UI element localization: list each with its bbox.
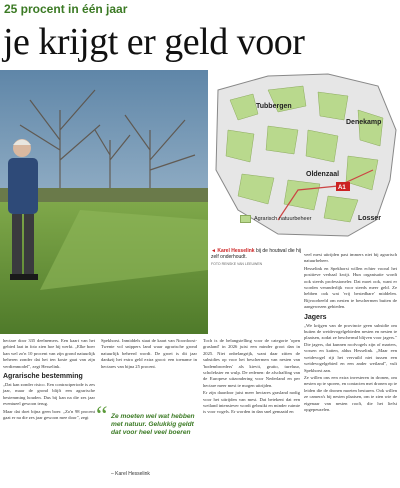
article-headline: je krijgt er geld voor (3, 21, 305, 63)
col3-paragraph: Toch is de belangstelling voor de categorie 'open grasland' in 2026 juist een minder groot dan in 2025. Niet onbelangrijk, want daar zitten de subsidies op voor het beschermen van nesten van 'bodembroeders' als kievit, grutto, tureluur, scholekster en wulp. De redenen: de afschaffing van de Europese uitzondering voor Nederland en per hectare meer mest te mogen uitrijden. (203, 338, 300, 388)
heading-jagers: Jagers (304, 313, 327, 321)
column-4 (304, 252, 397, 414)
column-1 (3, 338, 95, 422)
caption-name: Karel Hesselink (217, 248, 255, 254)
quote-mark-icon: “ (96, 401, 108, 430)
col4-paragraph: „We krijgen van de provincie geen subsidie om buiten de weidevogelgebieden nesten en nesten te plaatsen, zodat ze beschermd blijven voor jagers." Die jagers, dat kunnen roofvogels zijn of marters, vossen en katten, aldus Hesselink. „Maar een weidevogel rijt het vervuild niet tussen een weidevogelgebied en een ander weiland", vult Spekhorst aan. (304, 322, 397, 373)
col2-paragraph: Spekhorst. Inmiddels staat de kaart van Noordoost-Twente vol snippers land waar agrarische grond natuurlijk beheerd wordt. De groei is dit jaar dankzij het extra geld extra groot: een toename in hectares van bijna 25 procent. (101, 338, 197, 369)
map-legend (240, 215, 311, 223)
legend-label: Agrarisch natuurbeheer (254, 216, 312, 222)
column-3 (203, 338, 300, 417)
heading-agrarische-bestemming: Agrarische bestemming (3, 373, 83, 381)
col1-paragraph: Maar dat doet bijna geen boer. „Zo'n 98 procent gaat er na die zes jaar gewoon mee door", zegt (3, 408, 95, 421)
map-label-losser: Losser (358, 215, 381, 222)
map-label-oldenzaal: Oldenzaal (306, 171, 340, 178)
caption-credit: FOTO RENSKE VAN LEEUWEN (211, 262, 263, 267)
article-kicker: 25 procent in één jaar (4, 2, 128, 16)
photo-caption (211, 248, 301, 268)
column-2 (101, 338, 197, 371)
caption-text: bij de houtwal die hij zelf onderhoudt. (211, 248, 302, 261)
col1-paragraph: „Dat kan zonder risico. Een contractperiode is zes jaar, maar de grond blijft een agrarische bestemming houden. Dus bij kan na die zes jaar eventueel gewoon terug. (3, 382, 95, 407)
farmer-photo-illustration (0, 70, 208, 334)
map-label-tubbergen: Tubbergen (256, 103, 292, 110)
article-photo (0, 70, 208, 334)
pull-quote: Ze moeten wel wat hebben met natuur. Gelukkig geldt dat voor heel veel boeren (111, 413, 195, 436)
col3-paragraph: Er zijn daardoor juist meer hectares grasland nodig voor het uitrijden van mest. Dat betekent dat een weiland intensiever wordt gebruikt en minder ruimte is voor vogels. Er worden in dan snel gemaaid en (203, 390, 300, 415)
col4-paragraph: Ze willen ons een extra investeren in dronen, om nesten op te sporen, en contacten met dronen op te leiden die de dronen moeten besturen. Ook willen ze camera's bij nesten plaatsen, om te zien wie de eigenaar van nesten rooft, die het liefst opgepeuzelen. (304, 374, 397, 412)
col4-paragraph: Hesselink en Spekhorst willen echter vooral het positieve verhaal kwijt. Hun organisatie wordt ook steeds professioneler. Dat moet ook, want er worden veranderlijk voor steeds meer geld. Ze hebben ook wat 'vrij bestedbare' middelen. Bijvoorbeeld om nesten te beschermen buiten de aangewezen gebieden. (304, 265, 397, 310)
map-label-denekamp: Denekamp (346, 119, 382, 126)
road-marker-label: A1 (338, 185, 346, 191)
legend-swatch-icon (240, 215, 251, 223)
col4-paragraph: veel mest uitrijden past immers niet bij agrarisch natuurbeheer. (304, 252, 397, 264)
pull-quote-attribution: – Karel Hesselink (111, 471, 150, 477)
col1-paragraph: hectare door 335 deelnemers. Een kaart van het gebied laat in foto zien hoe hij werkt. „Elke boer kan wel zo'n 10 procent van zijn grond natuurlijk beheren zonder dat het ten koste gaat van zijn verdienmodel", zegt Hesselink. (3, 338, 95, 369)
caption-arrow-icon: ◄ (211, 248, 216, 254)
